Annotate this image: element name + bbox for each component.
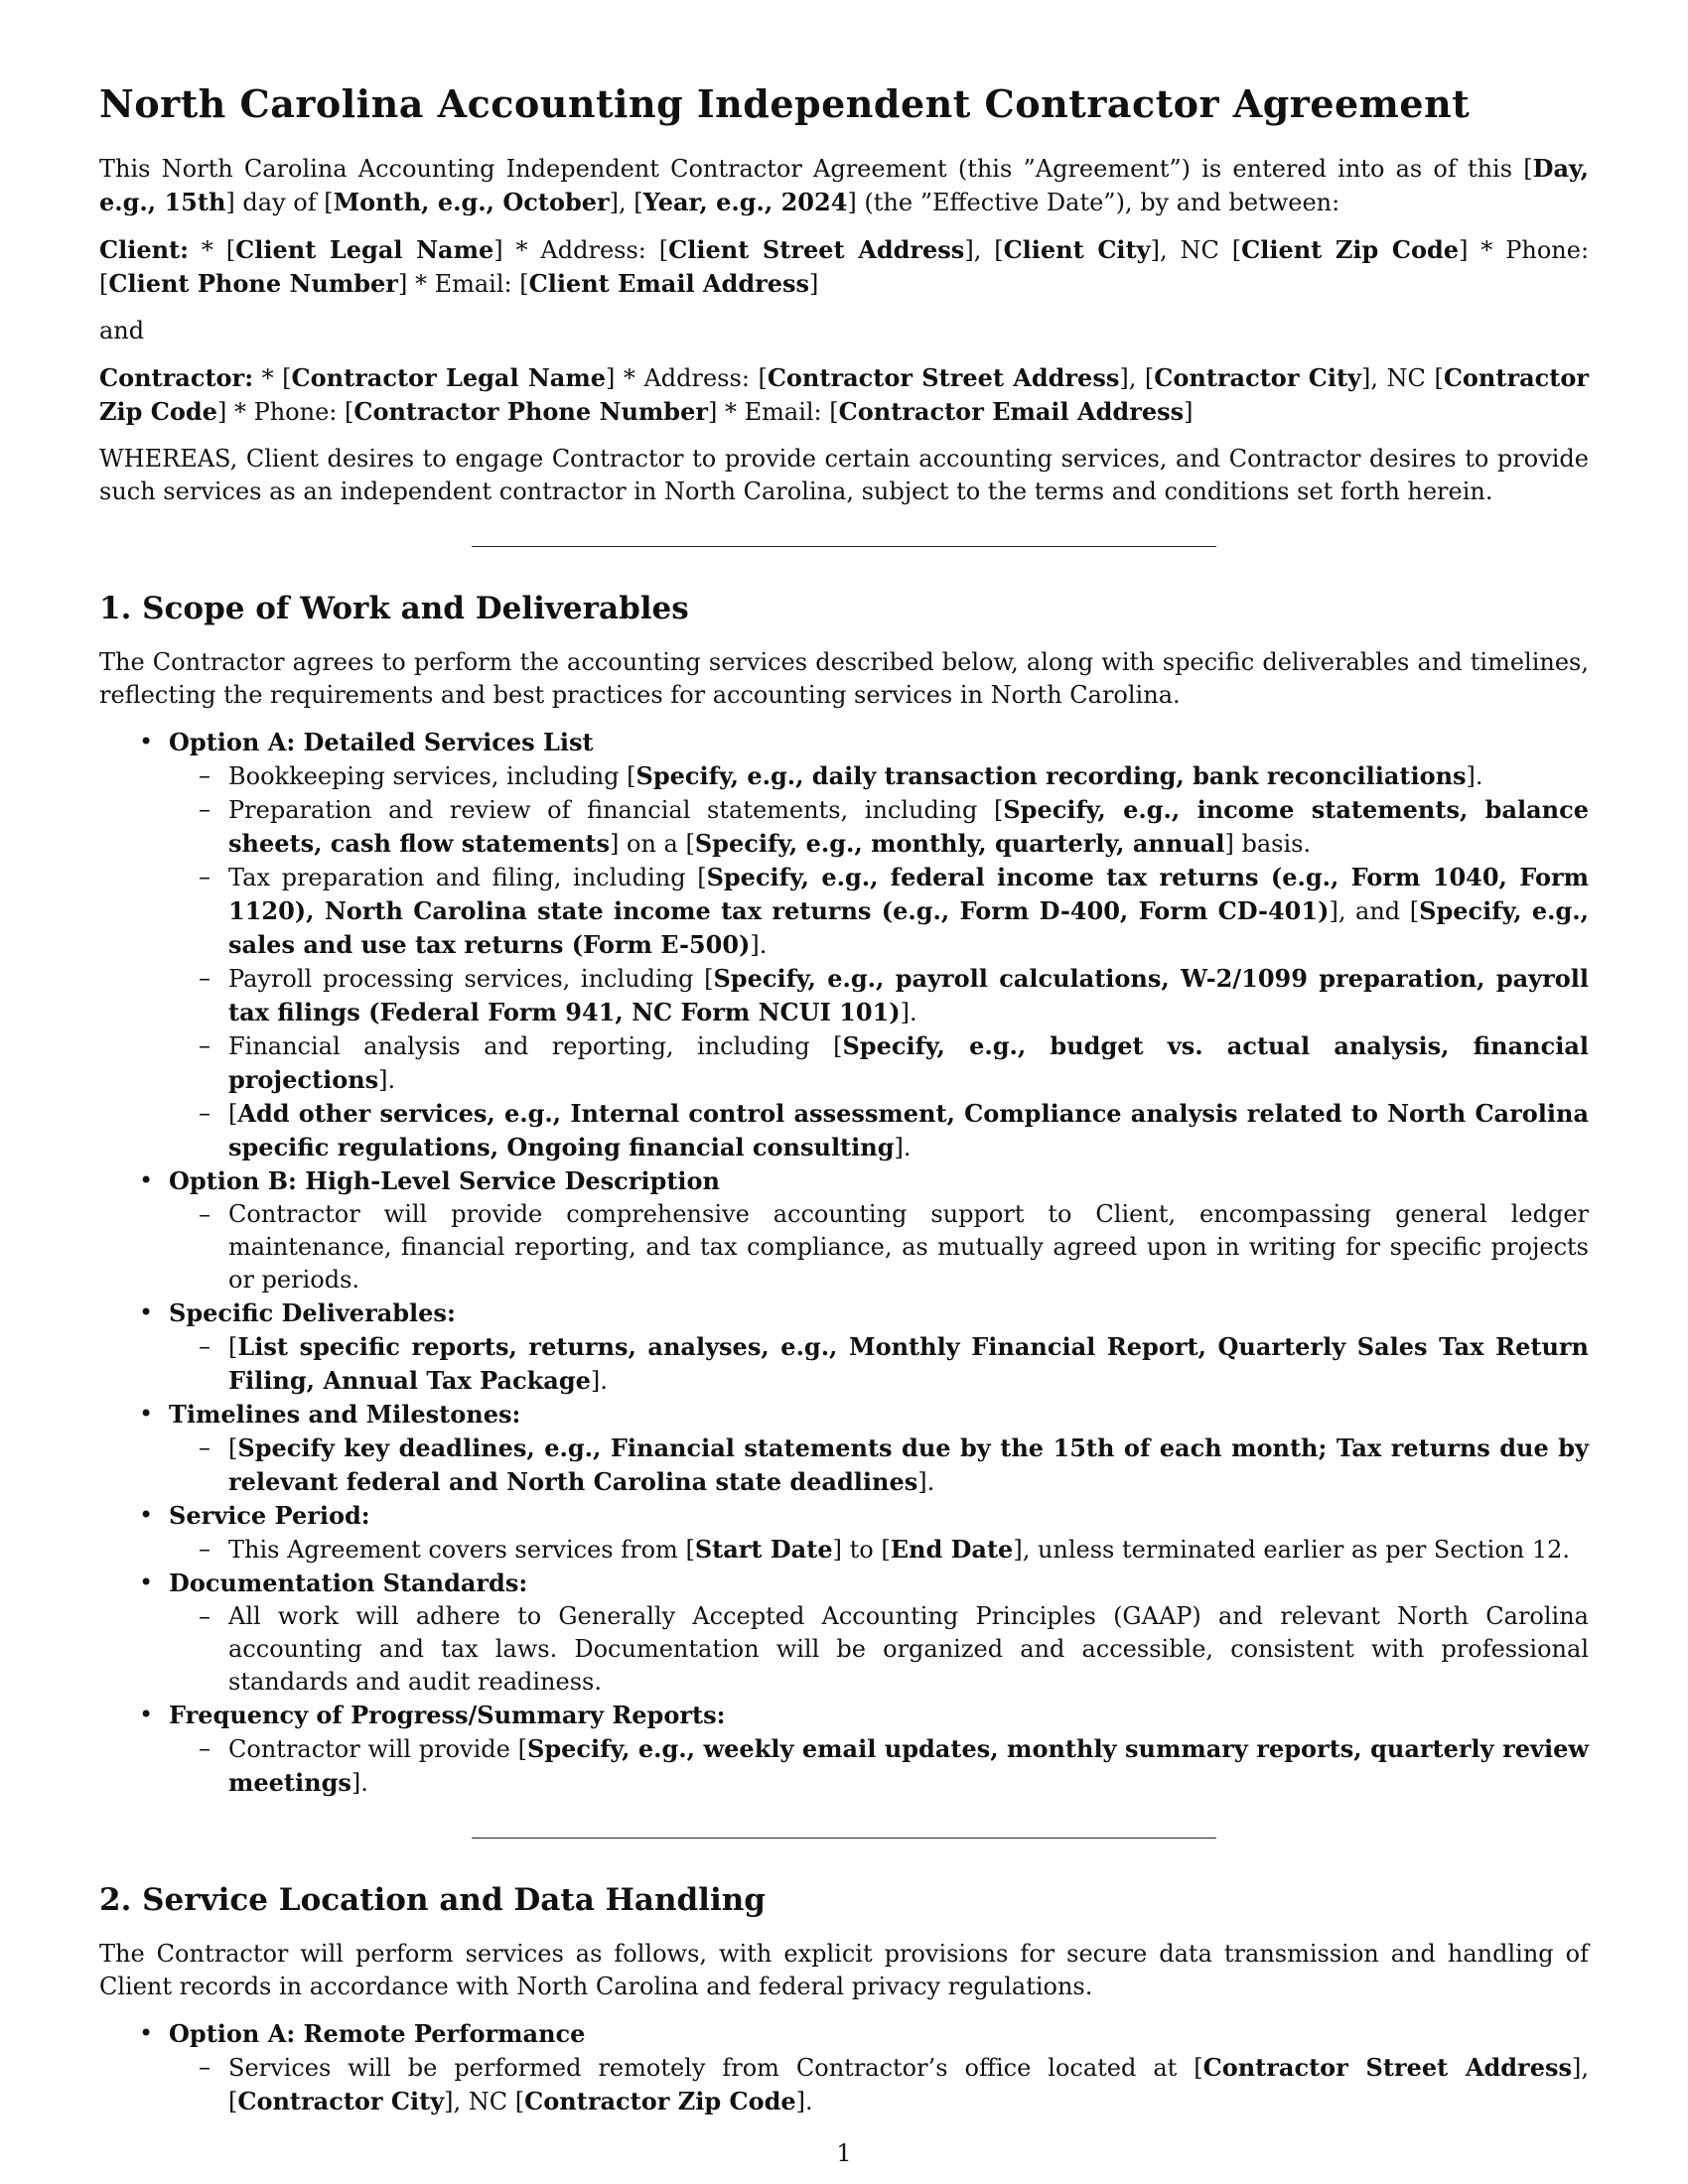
list-item: – Payroll processing services, including [Specify, e.g., payroll calculations, W-2/1099 preparation, payroll tax filings (Federal Form 941, NC Form NCUI 101)].	[199, 964, 1589, 1026]
section-divider	[472, 1838, 1216, 1839]
list-item: • Specific Deliverables: – [List specific reports, returns, analyses, e.g., Monthly Financial Report, Quarterly Sales Tax Return Filing, Annual Tax Package].	[169, 1297, 1589, 1398]
list-item: • Option B: High-Level Service Description – Contractor will provide comprehensive accounting support to Client, encompassing general ledger maintenance, financial reporting, and tax compliance, as mutually agreed upon in writing for specific projects or periods.	[169, 1164, 1589, 1297]
list-item: – This Agreement covers services from [Start Date] to [End Date], unless terminated earlier as per Section 12.	[199, 1535, 1571, 1564]
section-2-intro: The Contractor will perform services as follows, with explicit provisions for secure data transmission and handling of Client records in accordance with North Carolina and federal privacy regulations.	[99, 1940, 1589, 2000]
list-item: – Bookkeeping services, including [Specify, e.g., daily transaction recording, bank reconciliations].	[199, 761, 1483, 790]
list-item: – Tax preparation and filing, including [Specify, e.g., federal income tax returns (e.g., Form 1040, Form 1120), North Carolina state income tax returns (e.g., Form D-400, Form CD-401)], and [Specify, e.g., sales and use tax returns (Form E-500)].	[199, 863, 1589, 959]
whereas-paragraph: WHEREAS, Client desires to engage Contractor to provide certain accounting services, and Contractor desires to provide such services as an independent contractor in North Carolina, subject to the terms and conditions set forth herein.	[99, 445, 1589, 505]
document-title: North Carolina Accounting Independent Contractor Agreement	[99, 81, 1471, 126]
list-item: – [List specific reports, returns, analyses, e.g., Monthly Financial Report, Quarterly Sales Tax Return Filing, Annual Tax Package].	[199, 1332, 1589, 1395]
list-item: • Documentation Standards: – All work will adhere to Generally Accepted Accounting Principles (GAAP) and relevant North Carolina accounting and tax laws. Documentation will be organized and accessible, consistent with professional standards and audit readiness.	[169, 1567, 1589, 1699]
list-item: • Service Period: – This Agreement covers services from [Start Date] to [End Date], unless terminated earlier as per Section 12.	[169, 1499, 1589, 1567]
section-2-list	[99, 2017, 1589, 2118]
page-number: 1	[836, 2139, 852, 2167]
section-1-list	[99, 726, 1589, 1800]
section-1-intro: The Contractor agrees to perform the accounting services described below, along with specific deliverables and timelines, reflecting the requirements and best practices for accounting services in North Carolina.	[99, 648, 1589, 709]
and-text: and	[99, 317, 145, 344]
document-page	[99, 81, 1589, 2118]
list-item: • Frequency of Progress/Summary Reports: – Contractor will provide [Specify, e.g., weekly email updates, monthly summary reports, quarterly review meetings].	[169, 1699, 1589, 1800]
list-item: • Option A: Remote Performance – Services will be performed remotely from Contractor’s office located at [Contractor Street Address], [Contractor City], NC [Contractor Zip Code].	[169, 2017, 1589, 2118]
list-item: – [Add other services, e.g., Internal control assessment, Compliance analysis related to North Carolina specific regulations, Ongoing financial consulting].	[199, 1099, 1589, 1161]
list-item: – [Specify key deadlines, e.g., Financial statements due by the 15th of each month; Tax returns due by relevant federal and North Carolina state deadlines].	[199, 1433, 1589, 1496]
client-block: Client: * [Client Legal Name] * Address: [Client Street Address], [Client City], NC [Client Zip Code] * Phone: [Client Phone Number] * Email: [Client Email Address]	[99, 235, 1590, 298]
intro-paragraph: This North Carolina Accounting Independent Contractor Agreement (this ”Agreement”) is entered into as of this [Day, e.g., 15th] day of [Month, e.g., October], [Year, e.g., 2024] (the ”Effective Date”), by and between:	[99, 154, 1589, 216]
list-item: – Contractor will provide comprehensive accounting support to Client, encompassing general ledger maintenance, financial reporting, and tax compliance, as mutually agreed upon in writing for specific projects or periods.	[199, 1200, 1589, 1294]
list-item: – Services will be performed remotely from Contractor’s office located at [Contractor Street Address], [Contractor City], NC [Contractor Zip Code].	[199, 2053, 1589, 2116]
section-1-heading: 1. Scope of Work and Deliverables	[99, 591, 689, 626]
section-2-heading: 2. Service Location and Data Handling	[99, 1882, 766, 1918]
list-item: – Preparation and review of financial statements, including [Specify, e.g., income statements, balance sheets, cash flow statements] on a [Specify, e.g., monthly, quarterly, annual] basis.	[199, 795, 1590, 858]
section-divider	[472, 546, 1216, 547]
list-item: • Timelines and Milestones: – [Specify key deadlines, e.g., Financial statements due by the 15th of each month; Tax returns due by relevant federal and North Carolina state deadlines].	[169, 1398, 1589, 1499]
list-item: – All work will adhere to Generally Accepted Accounting Principles (GAAP) and relevant North Carolina accounting and tax laws. Documentation will be organized and accessible, consistent with professional standards and audit readiness.	[199, 1602, 1589, 1696]
contractor-block: Contractor: * [Contractor Legal Name] * Address: [Contractor Street Address], [Contractor City], NC [Contractor Zip Code] * Phone: [Contractor Phone Number] * Email: [Contractor Email Address]	[99, 363, 1590, 426]
list-item: – Contractor will provide [Specify, e.g., weekly email updates, monthly summary reports, quarterly review meetings].	[199, 1734, 1589, 1797]
list-item: • Option A: Detailed Services List – Bookkeeping services, including [Specify, e.g., daily transaction recording, bank reconciliations]. – Preparation and review of financial statements, including [Specify, e.g., income statements, balance sheets, cash flow statements] on a [Specify, e.g., monthly, quarterly, annual] basis. – Tax preparation and filing, including [Specify, e.g., federal income tax returns (e.g., Form 1040, Form 1120), North Carolina state income tax returns (e.g., Form D-400, Form CD-401)], and [Specify, e.g., sales and use tax returns (Form E-500)]. – Payroll processing services, including [Specify, e.g., payroll calculations, W-2/1099 preparation, payroll tax filings (Federal Form 941, NC Form NCUI 101)]. – Financial analysis and reporting, including [Specify, e.g., budget vs. actual analysis, financial projections]. – [Add other services, e.g., Internal control assessment, Compliance analysis related to North Carolina specific regulations, Ongoing financial consulting].	[169, 726, 1589, 1164]
list-item: – Financial analysis and reporting, including [Specify, e.g., budget vs. actual analysis, financial projections].	[199, 1031, 1589, 1094]
